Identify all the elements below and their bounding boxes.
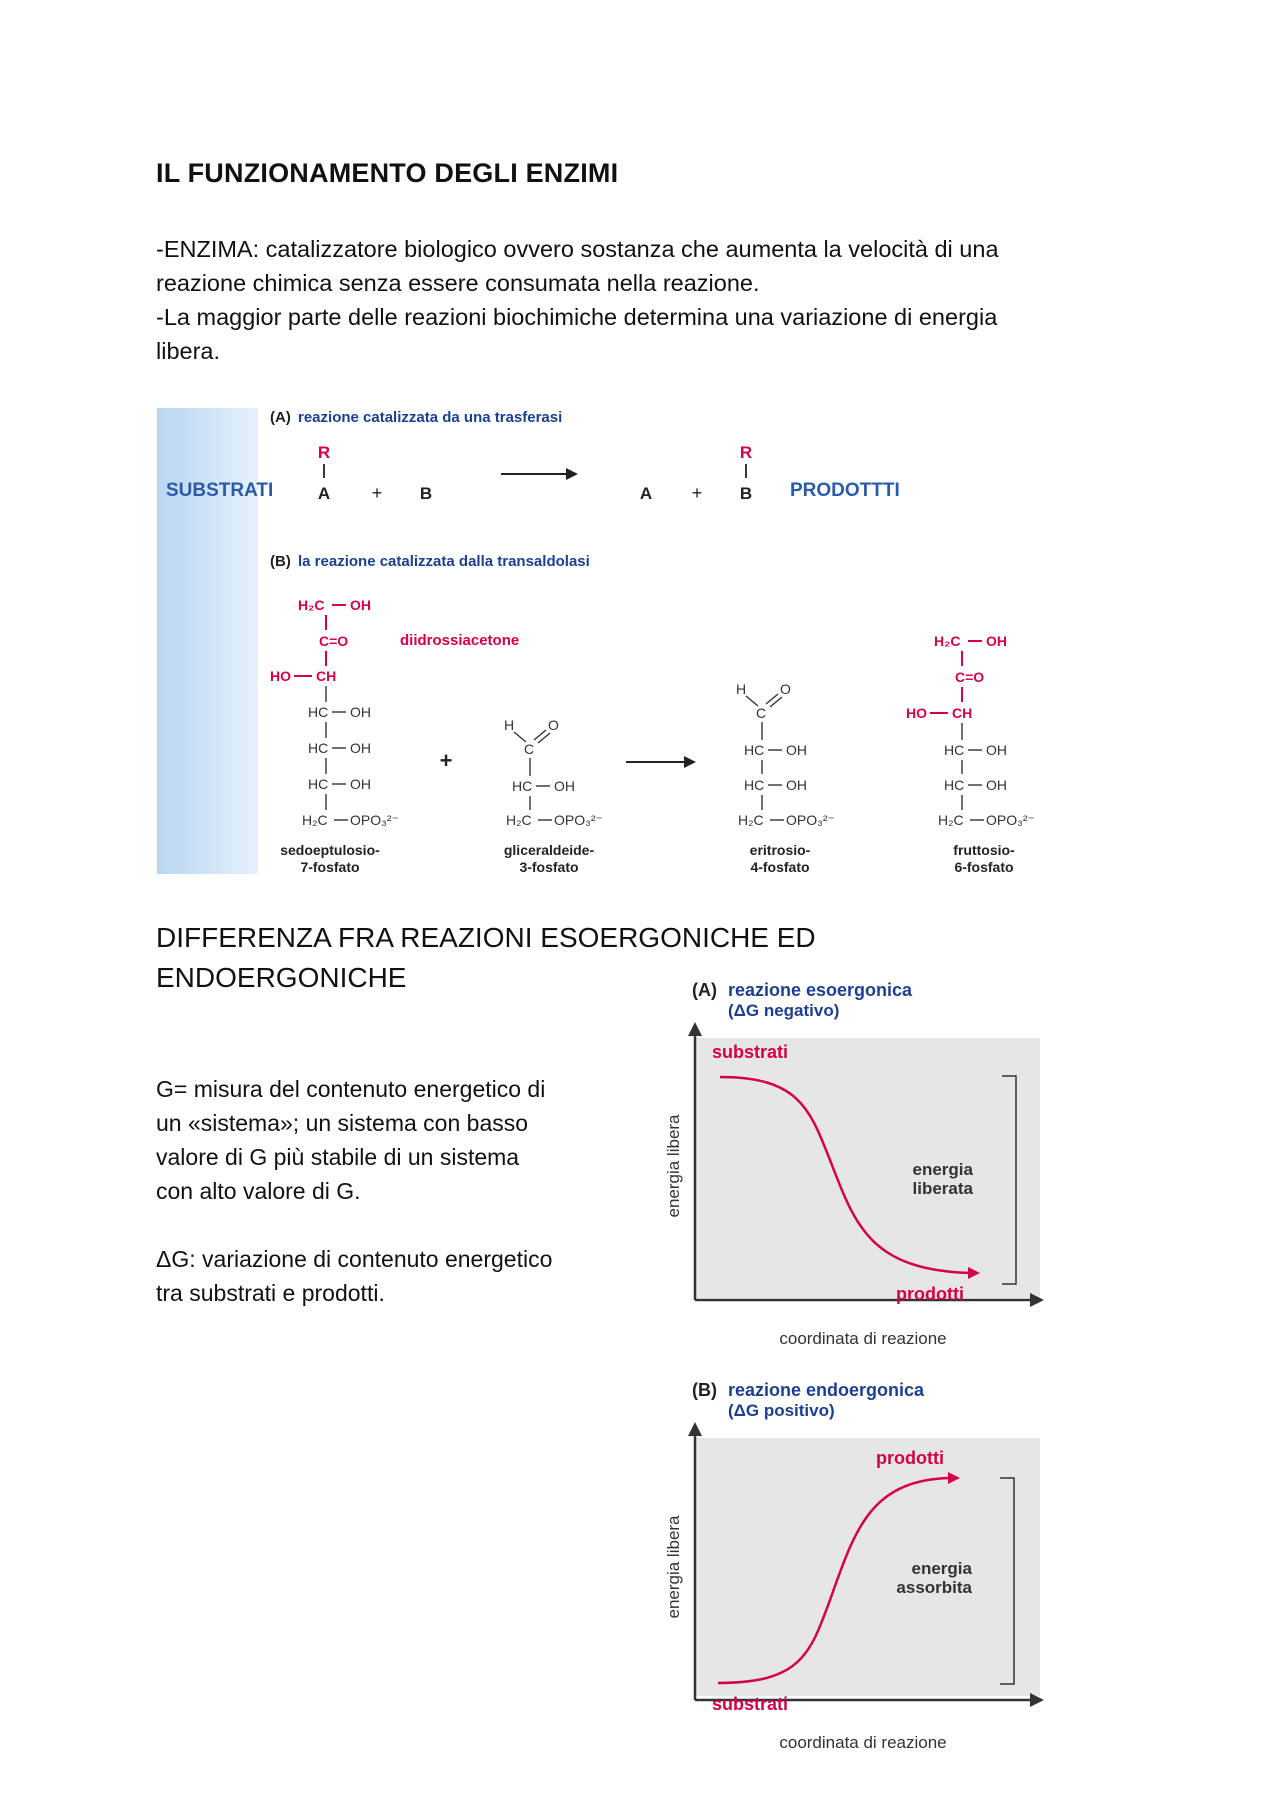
r-group-right: R [739, 443, 753, 462]
graph-a-tag: (A) [692, 980, 717, 1000]
svg-text:HC: HC [512, 778, 533, 794]
svg-text:HC: HC [308, 704, 329, 720]
svg-text:H: H [736, 681, 747, 697]
dihydroxyacetone-label: diidrossiacetone [400, 632, 520, 649]
svg-text:HC: HC [744, 777, 765, 793]
svg-text:HC: HC [308, 776, 329, 792]
svg-text:OPO₃²⁻: OPO₃²⁻ [554, 812, 603, 828]
graph-a-products-label: prodotti [896, 1284, 964, 1304]
svg-text:H: H [504, 717, 515, 733]
svg-text:OPO₃²⁻: OPO₃²⁻ [986, 812, 1035, 828]
molecule-b-right: B [739, 484, 753, 503]
molecule-a-right: A [639, 484, 653, 503]
svg-text:HO: HO [270, 668, 291, 684]
intro-line-2: reazione chimica senza essere consumata nella reazione. [156, 270, 760, 296]
products-label: PRODOTTTI [790, 480, 900, 501]
endergonic-reaction-graph [650, 1370, 1050, 1770]
plus-right: + [691, 483, 703, 503]
graph-a-subtitle: (ΔG negativo) [728, 1001, 840, 1020]
graph-b-substrates-label: substrati [712, 1694, 789, 1714]
molecule-2-name-line-1: gliceraldeide- [503, 842, 595, 858]
svg-text:H₂C: H₂C [506, 812, 532, 828]
substrates-label: SUBSTRATI [166, 480, 274, 501]
svg-text:HO: HO [906, 705, 927, 721]
glyceraldehyde-3-phosphate-structure [504, 717, 603, 828]
svg-text:C: C [524, 741, 535, 757]
molecule-3-name-line-1: eritrosio- [749, 842, 811, 858]
molecule-1-name-line-2: 7-fosfato [300, 859, 360, 875]
g-definition-line-1: G= misura del contenuto energetico di [156, 1076, 546, 1102]
r-group-left: R [317, 443, 331, 462]
svg-text:OH: OH [350, 740, 371, 756]
erythrose-4-phosphate-structure [736, 681, 835, 828]
section-heading-line-1: DIFFERENZA FRA REAZIONI ESOERGONICHE ED [156, 922, 816, 953]
graph-a-x-label: coordinata di reazione [779, 1329, 947, 1348]
molecule-1-name-line-1: sedoeptulosio- [280, 842, 380, 858]
graph-a-energy-label-2: liberata [912, 1179, 973, 1198]
svg-text:H₂C: H₂C [938, 812, 964, 828]
svg-text:OPO₃²⁻: OPO₃²⁻ [786, 812, 835, 828]
svg-text:HC: HC [944, 777, 965, 793]
g-definition-line-2: un «sistema»; un sistema con basso [156, 1110, 529, 1136]
svg-text:H₂C: H₂C [934, 633, 961, 649]
svg-text:OH: OH [350, 597, 371, 613]
graph-b-title: reazione endoergonica [728, 1380, 925, 1400]
svg-text:CH: CH [952, 705, 973, 721]
svg-text:OH: OH [786, 742, 807, 758]
panel-b-tag: (B) [270, 553, 291, 570]
enzyme-reaction-figure [156, 404, 1056, 880]
fructose-6-phosphate-structure [906, 633, 1035, 828]
delta-g-definition-line-1: ΔG: variazione di contenuto energetico [156, 1246, 553, 1272]
svg-text:OH: OH [350, 704, 371, 720]
svg-text:O: O [780, 681, 791, 697]
svg-text:HC: HC [944, 742, 965, 758]
svg-text:OH: OH [350, 776, 371, 792]
graph-b-tag: (B) [692, 1380, 717, 1400]
svg-text:OH: OH [986, 742, 1007, 758]
graph-b-products-label: prodotti [876, 1448, 944, 1468]
svg-text:O: O [548, 717, 559, 733]
svg-text:H₂C: H₂C [298, 597, 325, 613]
intro-line-3: -La maggior parte delle reazioni biochimiche determina una variazione di energia [156, 304, 998, 330]
graph-b-energy-label-1: energia [911, 1559, 972, 1578]
substrates-sidebar [157, 408, 258, 874]
svg-text:C=O: C=O [319, 633, 349, 649]
molecule-3-name-line-2: 4-fosfato [750, 859, 810, 875]
panel-b-title: la reazione catalizzata dalla transaldolasi [298, 553, 590, 570]
g-definition-line-4: con alto valore di G. [156, 1178, 361, 1204]
plus-panel-b: + [439, 748, 453, 773]
page-title: IL FUNZIONAMENTO DEGLI ENZIMI [156, 158, 619, 188]
section-heading-line-2: ENDOERGONICHE [156, 962, 407, 993]
intro-line-4: libera. [156, 338, 221, 364]
sedoheptulose-7-phosphate-structure [270, 597, 399, 828]
molecule-b-left: B [419, 484, 433, 503]
exergonic-reaction-graph [650, 970, 1050, 1365]
svg-text:OH: OH [986, 633, 1007, 649]
svg-text:OH: OH [786, 777, 807, 793]
graph-b-energy-label-2: assorbita [896, 1578, 972, 1597]
delta-g-definition-line-2: tra substrati e prodotti. [156, 1280, 385, 1306]
svg-text:HC: HC [744, 742, 765, 758]
graph-b-plot-area [695, 1438, 1040, 1696]
graph-a-plot-area [695, 1038, 1040, 1298]
svg-text:OH: OH [554, 778, 575, 794]
graph-b-y-label: energia libera [664, 1515, 683, 1619]
svg-text:C: C [756, 705, 767, 721]
molecule-a-left: A [317, 484, 331, 503]
svg-text:OH: OH [986, 777, 1007, 793]
molecule-2-name-line-2: 3-fosfato [519, 859, 579, 875]
graph-a-y-label: energia libera [664, 1114, 683, 1218]
graph-a-substrates-label: substrati [712, 1042, 789, 1062]
graph-b-subtitle: (ΔG positivo) [728, 1401, 835, 1420]
graph-a-energy-label-1: energia [912, 1160, 973, 1179]
graph-a-title: reazione esoergonica [728, 980, 913, 1000]
g-definition [156, 1072, 616, 1208]
panel-a-tag: (A) [270, 409, 291, 426]
molecule-4-name-line-2: 6-fosfato [954, 859, 1014, 875]
graph-b-x-label: coordinata di reazione [779, 1733, 947, 1752]
svg-text:OPO₃²⁻: OPO₃²⁻ [350, 812, 399, 828]
svg-text:H₂C: H₂C [738, 812, 764, 828]
svg-text:CH: CH [316, 668, 337, 684]
svg-text:C=O: C=O [955, 669, 985, 685]
molecule-4-name-line-1: fruttosio- [953, 842, 1015, 858]
plus-left: + [371, 483, 383, 503]
delta-g-definition [156, 1242, 616, 1310]
svg-text:HC: HC [308, 740, 329, 756]
svg-text:H₂C: H₂C [302, 812, 328, 828]
panel-a-title: reazione catalizzata da una trasferasi [298, 409, 563, 426]
intro-line-1: -ENZIMA: catalizzatore biologico ovvero sostanza che aumenta la velocità di una [156, 236, 999, 262]
g-definition-line-3: valore di G più stabile di un sistema [156, 1144, 520, 1170]
